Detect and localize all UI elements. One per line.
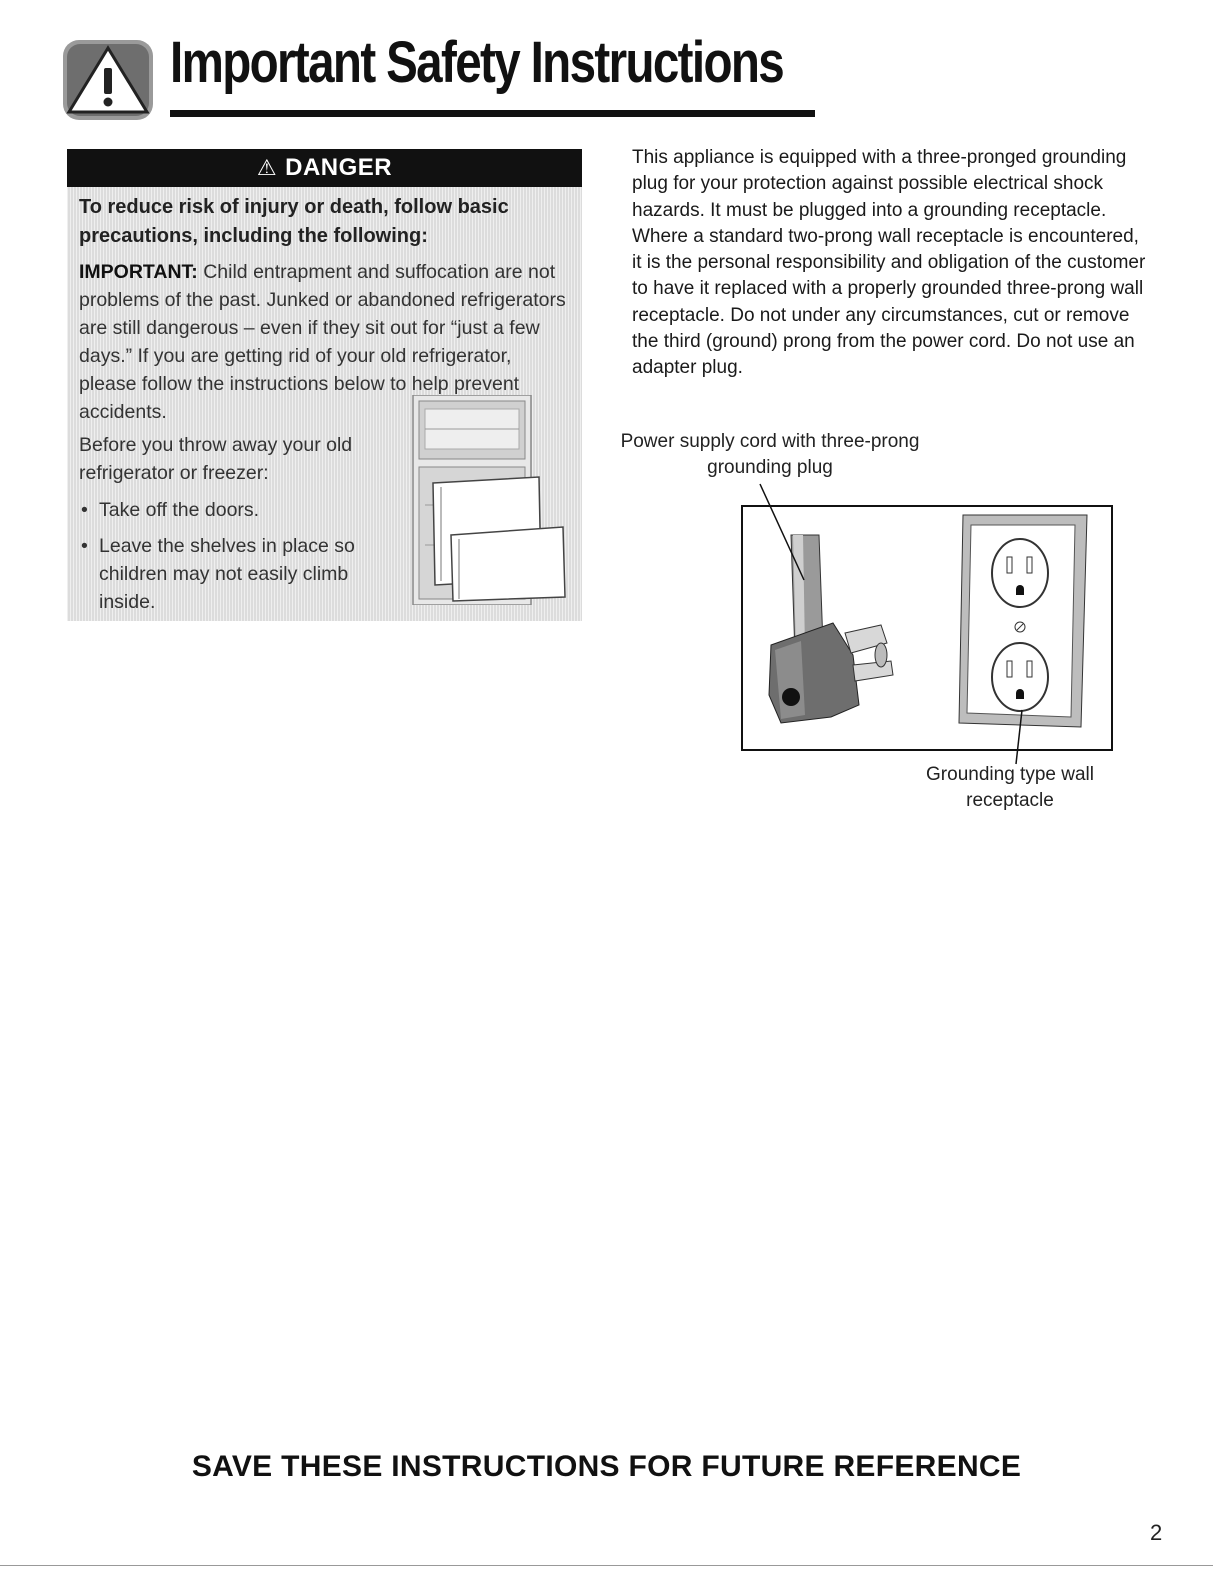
list-item: • Take off the doors. xyxy=(79,496,399,524)
before-disposal-text: Before you throw away your old refrigerator or freezer: xyxy=(79,434,353,484)
wall-receptacle-icon xyxy=(959,515,1087,727)
bullet-icon: • xyxy=(81,499,88,521)
danger-box xyxy=(67,149,582,621)
page-number: 2 xyxy=(1150,1520,1163,1545)
refrigerator-illustration xyxy=(401,395,581,605)
safety-warning-icon xyxy=(63,40,153,120)
page-title: Important Safety Instructions xyxy=(170,30,784,95)
warning-triangle-icon: ⚠ xyxy=(256,155,278,180)
grounding-paragraph: This appliance is equipped with a three-pronged grounding plug for your protection against possible electrical shock hazards. It must be plugged into a grounding receptacle. Where a standard two-prong wall receptacle is encountered, it is the personal responsibility and obligation of the customer to have it replaced with a properly grounded three-prong wall receptacle. Do not under any circumstances, cut or remove the third (ground) prong from the power cord. Do not use an adapter plug. xyxy=(632,147,1146,379)
save-instructions-notice: SAVE THESE INSTRUCTIONS FOR FUTURE REFERENCE xyxy=(191,1450,1022,1483)
important-label: IMPORTANT: xyxy=(79,261,198,283)
bottom-rule xyxy=(0,1565,1213,1566)
bullet-icon: • xyxy=(81,535,88,557)
receptacle-leader-line xyxy=(1000,700,1040,770)
cord-leader-line xyxy=(700,480,900,610)
receptacle-label: Grounding type wall receptacle xyxy=(926,764,1094,811)
important-text: Child entrapment and suffocation are not problems of the past. Junked or abandoned refrigerators are still dangerous – even if they sit out for “just a few days.” If you are getting rid of your old refrigerator, please follow the instructions below to help prevent accidents. xyxy=(79,261,566,423)
danger-heading: DANGER xyxy=(285,154,393,181)
title-underline xyxy=(170,110,815,117)
list-item: • Leave the shelves in place so children may not easily climb inside. xyxy=(79,532,399,616)
danger-intro: To reduce risk of injury or death, follow basic precautions, including the following: xyxy=(79,196,509,247)
cord-label: Power supply cord with three-prong grounding plug xyxy=(620,431,920,478)
danger-header xyxy=(67,149,582,187)
